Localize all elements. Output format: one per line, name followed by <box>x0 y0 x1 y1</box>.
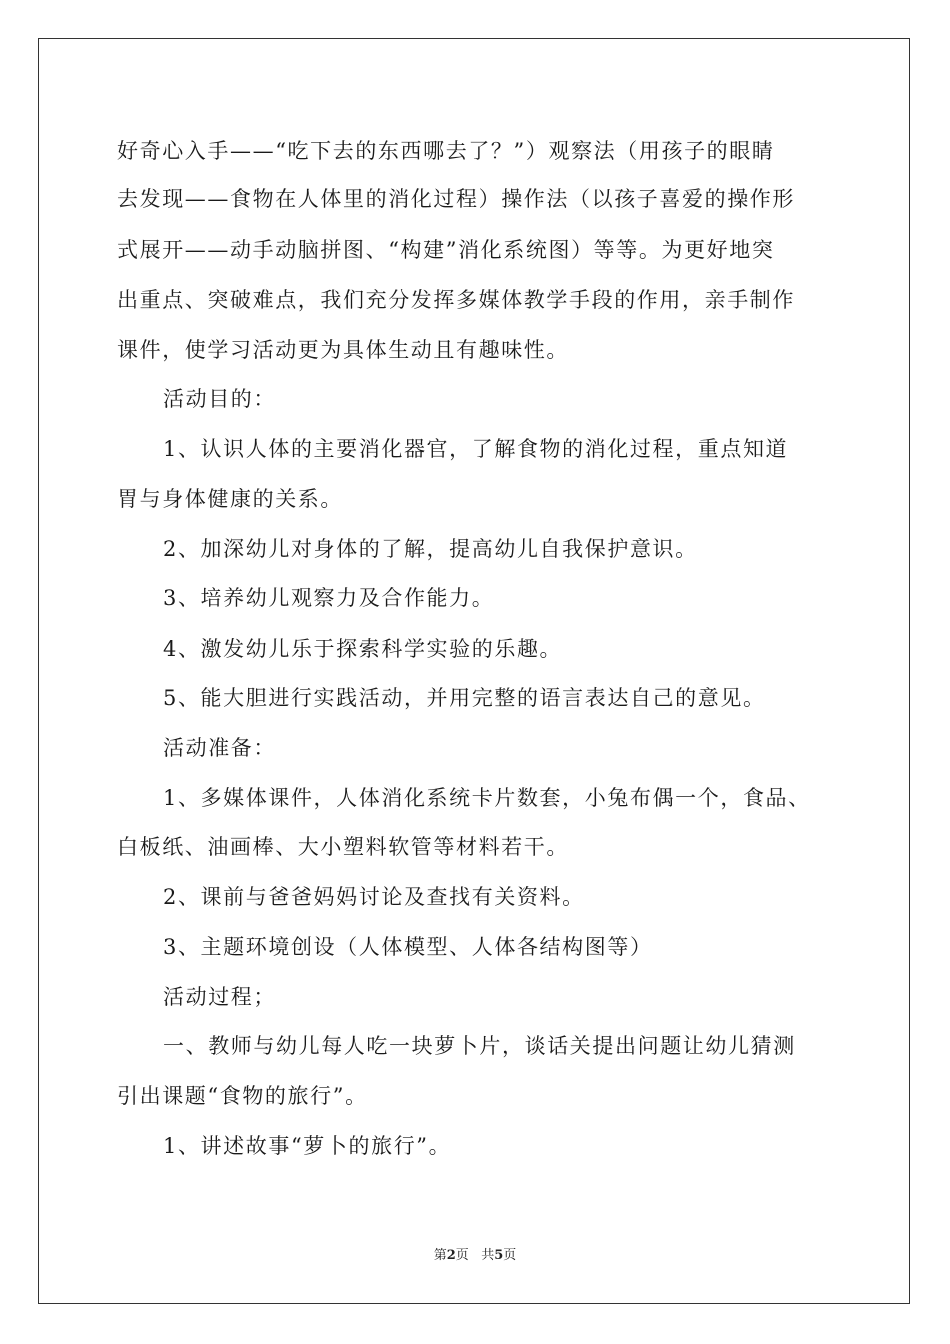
list-item: 2、加深幼儿对身体的了解，提高幼儿自我保护意识。 <box>163 537 698 561</box>
footer-total-prefix: 共 <box>481 1248 495 1263</box>
list-item: 1、认识人体的主要消化器官，了解食物的消化过程，重点知道 <box>163 437 789 461</box>
paragraph-line: 出重点、突破难点，我们充分发挥多媒体教学手段的作用，亲手制作 <box>117 288 795 312</box>
footer-total-pages: 5 <box>494 1248 504 1263</box>
paragraph-line: 去发现——食物在人体里的消化过程）操作法（以孩子喜爱的操作形 <box>117 187 795 211</box>
list-item: 4、激发幼儿乐于探索科学实验的乐趣。 <box>163 637 563 661</box>
section-heading-preparation: 活动准备： <box>163 736 276 760</box>
list-item-continuation: 胃与身体健康的关系。 <box>117 487 343 511</box>
footer-page-prefix: 第 <box>433 1248 447 1263</box>
list-item: 2、课前与爸爸妈妈讨论及查找有关资料。 <box>163 885 585 909</box>
footer-total-suffix: 页 <box>503 1248 517 1263</box>
paragraph-line: 式展开——动手动脑拼图、“构建”消化系统图）等等。为更好地突 <box>117 238 775 262</box>
footer-page-suffix: 页 <box>455 1248 469 1263</box>
list-item-continuation: 白板纸、油画棒、大小塑料软管等材料若干。 <box>117 835 569 859</box>
list-item: 5、能大胆进行实践活动，并用完整的语言表达自己的意见。 <box>163 686 766 710</box>
section-heading-process: 活动过程； <box>163 985 276 1009</box>
list-item: 1、多媒体课件，人体消化系统卡片数套，小兔布偶一个，食品、 <box>163 786 811 810</box>
page-footer <box>0 1244 950 1263</box>
paragraph-line: 课件，使学习活动更为具体生动且有趣味性。 <box>117 338 569 362</box>
list-item: 3、主题环境创设（人体模型、人体各结构图等） <box>163 935 653 959</box>
list-item: 1、讲述故事“萝卜的旅行”。 <box>163 1134 452 1158</box>
list-item-continuation: 引出课题“食物的旅行”。 <box>117 1084 368 1108</box>
page-border <box>38 38 910 1304</box>
paragraph-line: 好奇心入手——“吃下去的东西哪去了？”）观察法（用孩子的眼睛 <box>117 139 775 163</box>
list-item: 一、教师与幼儿每人吃一块萝卜片，谈话关提出问题让幼儿猜测 <box>163 1034 796 1058</box>
section-heading-objectives: 活动目的： <box>163 387 276 411</box>
footer-current-page: 2 <box>446 1248 456 1263</box>
list-item: 3、培养幼儿观察力及合作能力。 <box>163 586 495 610</box>
